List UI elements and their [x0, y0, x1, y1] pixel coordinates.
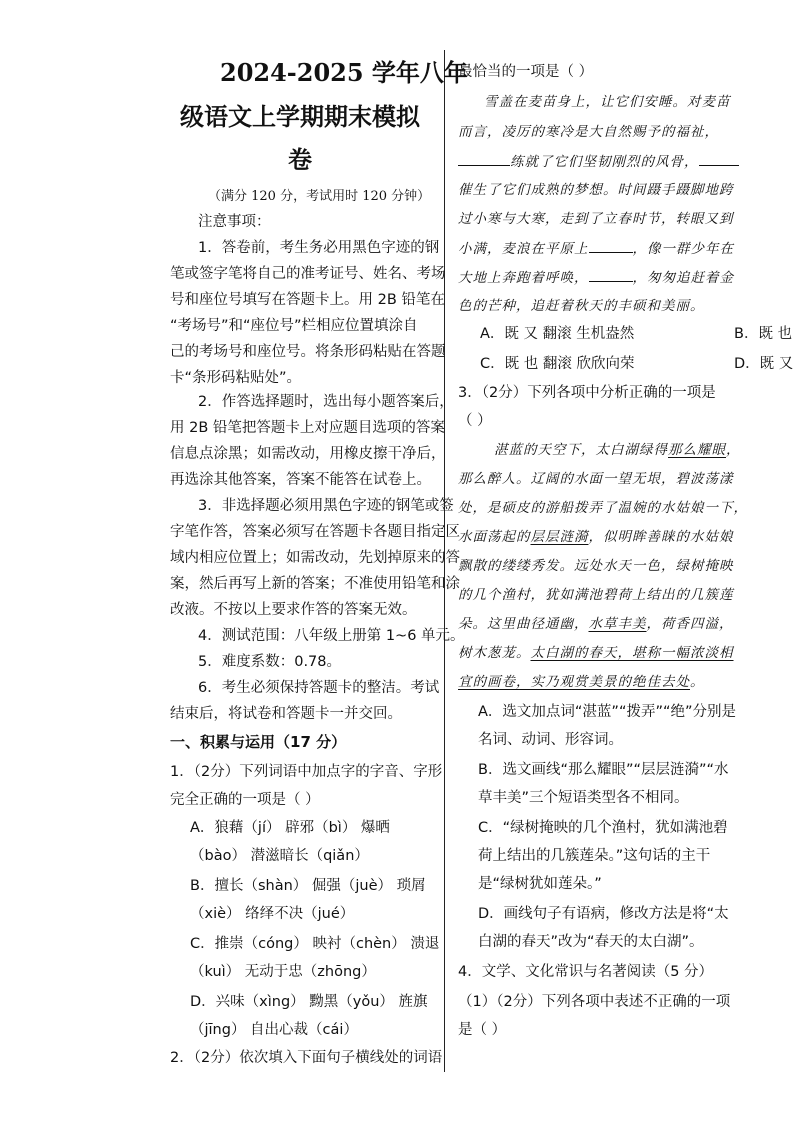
q1-option: （kuì） 无动于忠（zhōng） — [190, 964, 376, 980]
page-title-line-1: 2024-2025 学年八年 — [220, 58, 468, 87]
notice-line: 卡“条形码粘贴处”。 — [170, 370, 302, 386]
q1-option: （jīng） 自出心裁（cái） — [190, 1022, 358, 1038]
q3-passage-line: 树木葱茏。太白湖的春天，堪称一幅浓淡相 — [458, 645, 734, 661]
answer-blank — [589, 267, 633, 282]
q1-option: A．狼藉（jí） 辟邪（bì） 爆晒 — [190, 820, 390, 836]
q3-option: 白湖的春天”改为“春天的太白湖”。 — [478, 934, 704, 950]
q3-passage-line: 宜的画卷，实乃观赏美景的绝佳去处。 — [458, 674, 705, 690]
notice-line: 字笔作答，答案必须写在答题卡各题目指定区 — [170, 524, 460, 540]
q1-option: （bào） 潜滋暗长（qiǎn） — [190, 848, 369, 864]
q3-option: 是“绿树犹如莲朵。” — [478, 876, 602, 892]
notice-line: 用 2B 铅笔把答题卡上对应题目选项的答案 — [170, 420, 445, 436]
q2-passage-line: 催生了它们成熟的梦想。时间蹑手蹑脚地跨 — [458, 182, 734, 198]
section-heading: 一、积累与运用（17 分） — [170, 733, 347, 751]
notice-line: 笔或签字笔将自己的准考证号、姓名、考场 — [170, 266, 446, 282]
q3-option: 荷上结出的几簇莲朵。”这句话的主干 — [478, 848, 711, 864]
notice-line: 案，然后再写上新的答案；不准使用铅笔和涂 — [170, 576, 460, 592]
q4-heading: 4．文学、文化常识与名著阅读（5 分） — [458, 964, 714, 980]
q2-passage-line: 雪盖在麦苗身上，让它们安睡。对麦苗 — [484, 94, 731, 110]
notice-line: 4．测试范围：八年级上册第 1~6 单元。 — [198, 628, 465, 644]
q2-passage-line: 色的芒种，追赶着秋天的丰硕和美丽。 — [458, 298, 705, 314]
notice-line: 域内相应位置上；如需改动，先划掉原来的答 — [170, 550, 460, 566]
q3-option: C．“绿树掩映的几个渔村，犹如满池碧 — [478, 820, 728, 836]
q3-passage-line: 那么醉人。辽阔的水面一望无垠，碧波荡漾 — [458, 471, 734, 487]
q3-option: B．选文画线“那么耀眼”“层层涟漪”“水 — [478, 762, 729, 778]
q3-passage-line: 处，是硕皮的游船拨弄了温婉的水姑娘一下， — [458, 500, 748, 516]
answer-blank — [699, 151, 739, 166]
page-title-line-3: 卷 — [288, 145, 312, 174]
q3-passage-line: 朵。这里曲径通幽，水草丰美，荷香四溢， — [458, 616, 734, 632]
notice-line: 信息点涂黑；如需改动，用橡皮擦干净后， — [170, 446, 446, 462]
notice-line: 2．作答选择题时，选出每小题答案后， — [198, 394, 454, 410]
q2-option-a: A．既 又 翻滚 生机盎然 — [480, 326, 635, 342]
q4-subquestion: 是（ ） — [458, 1022, 507, 1038]
q2-stem: 2．（2分）依次填入下面句子横线处的词语 — [170, 1050, 443, 1066]
q2-passage-line: 过小寒与大寒，走到了立春时节，转眼又到 — [458, 211, 734, 227]
notice-line: 再选涂其他答案，答案不能答在试卷上。 — [170, 472, 431, 488]
exam-note: （满分 120 分，考试用时 120 分钟） — [208, 189, 431, 204]
q4-subquestion: （1）（2分）下列各项中表述不正确的一项 — [458, 994, 731, 1010]
q2-passage-line: 而言，凌厉的寒冷是大自然赐予的福祉， — [458, 124, 719, 140]
q3-option: D．画线句子有语病，修改方法是将“太 — [478, 906, 729, 922]
notice-line: 6．考生必须保持答题卡的整洁。考试 — [198, 680, 440, 696]
notice-line: 己的考场号和座位号。将条形码粘贴在答题 — [170, 344, 446, 360]
q3-stem: （ ） — [458, 413, 492, 429]
q2-passage-line: 小满，麦浪在平原上 ，像一群少年在 — [458, 238, 734, 259]
notice-line: 改液。不按以上要求作答的答案无效。 — [170, 602, 417, 618]
q2-option-b: B．既 也 — [734, 326, 793, 342]
q2-option-d: D．既 又 — [734, 356, 794, 372]
q3-option: 名词、动词、形容词。 — [478, 732, 623, 748]
notice-line: “考场号”和“座位号”栏相应位置填涂自 — [170, 318, 418, 334]
q1-option: B．擅长（shàn） 倔强（juè） 琐屑 — [190, 878, 426, 894]
q3-passage-line: 的几个渔村，犹如满池碧荷上结出的几簇莲 — [458, 587, 734, 603]
q2-passage-line: 练就了它们坚韧刚烈的风骨， — [458, 151, 739, 172]
q3-passage-line: 水面荡起的层层涟漪，似明眸善睐的水姑娘 — [458, 529, 734, 545]
notice-line: 结束后，将试卷和答题卡一并交回。 — [170, 706, 402, 722]
notice-line: 号和座位号填写在答题卡上。用 2B 铅笔在 — [170, 292, 445, 308]
q3-passage-line: 飘散的缕缕秀发。远处水天一色，绿树掩映 — [458, 558, 734, 574]
notice-line: 5．难度系数：0.78。 — [198, 654, 342, 670]
page-title-line-2: 级语文上学期期末模拟 — [180, 102, 420, 131]
q2-stem-cont: 最恰当的一项是（ ） — [458, 64, 594, 80]
answer-blank — [589, 238, 633, 253]
q1-option: C．推崇（cóng） 映衬（chèn） 溃退 — [190, 936, 440, 952]
answer-blank — [458, 151, 510, 166]
q1-option: D．兴味（xìng） 黝黑（yǒu） 旌旗 — [190, 994, 428, 1010]
q2-option-c: C．既 也 翻滚 欣欣向荣 — [480, 356, 635, 372]
notice-line: 1．答卷前，考生务必用黑色字迹的钢 — [198, 240, 440, 256]
q1-stem: 完全正确的一项是（ ） — [170, 792, 320, 808]
q3-option: 草丰美”三个短语类型各不相同。 — [478, 790, 689, 806]
q3-passage-line: 湛蓝的天空下，太白湖绿得那么耀眼， — [494, 442, 741, 458]
notice-heading: 注意事项： — [198, 214, 271, 230]
notice-line: 3．非选择题必须用黑色字迹的钢笔或签 — [198, 498, 454, 514]
q1-option: （xiè） 络绎不决（jué） — [190, 906, 355, 922]
q1-stem: 1．（2分）下列词语中加点字的字音、字形 — [170, 764, 443, 780]
q3-stem: 3．（2分）下列各项中分析正确的一项是 — [458, 385, 716, 401]
q2-passage-line: 大地上奔跑着呼唤， ，匆匆追赶着金 — [458, 267, 734, 288]
q3-option: A．选文加点词“湛蓝”“拨弄”“绝”分别是 — [478, 704, 736, 720]
